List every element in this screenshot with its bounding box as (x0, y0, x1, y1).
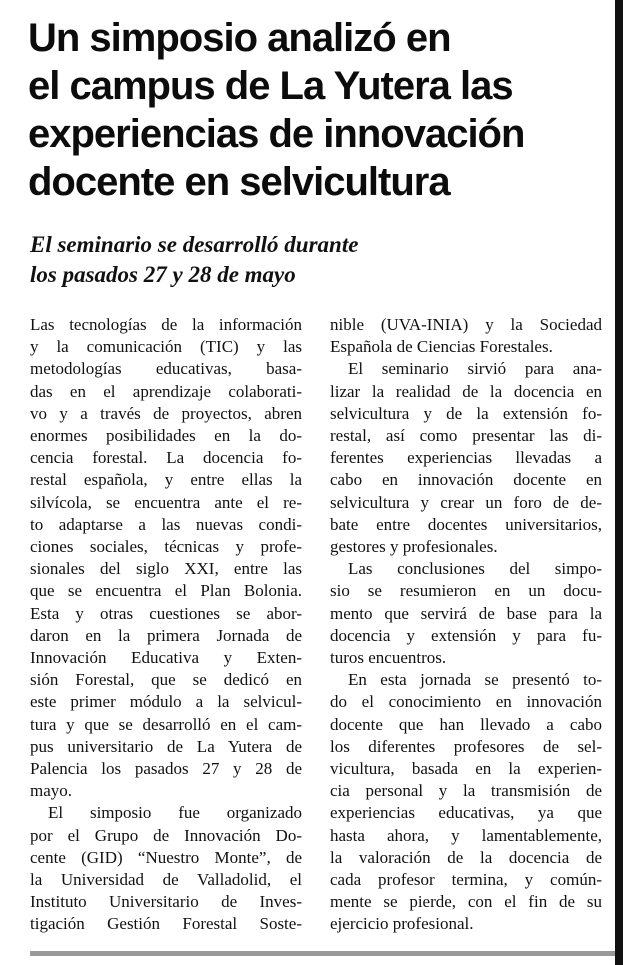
text-line: este primer módulo a la selvicul- (30, 692, 302, 712)
text-line: Instituto Universitario de Inves- (30, 892, 302, 912)
subtitle (30, 230, 590, 290)
text-line: cia personal y la transmisión de (330, 781, 602, 801)
text-line: Palencia los pasados 27 y 28 de (30, 759, 302, 779)
headline-line: el campus de La Yutera las (28, 64, 513, 108)
text-line: los diferentes profesores de sel- (330, 736, 602, 756)
text-line: metodologías educativas, basa- (30, 359, 302, 379)
text-line: do el conocimiento en innovación (330, 692, 602, 712)
headline-line: experiencias de innovación (28, 112, 525, 156)
text-line: y la comunicación (TIC) y las (30, 337, 302, 357)
text-line: lizar la realidad de la docencia en (330, 381, 602, 401)
text-line: que se encuentra el Plan Bolonia. (30, 581, 302, 601)
text-line: mayo. (30, 781, 73, 801)
subtitle-line: El seminario se desarrolló durante (30, 232, 359, 257)
text-line: hasta ahora, y lamentablemente, (330, 825, 602, 845)
headline-line: Un simposio analizó en (28, 16, 451, 60)
text-line: nible (UVA-INIA) y la Sociedad (330, 315, 602, 334)
text-line: selvicultura y crear un foro de de- (330, 492, 602, 512)
headline (28, 14, 618, 206)
text-line: cada profesor termina, y común- (330, 870, 602, 890)
text-line: ferentes experiencias llevadas a (330, 448, 602, 468)
text-line: ejercicio profesional. (330, 914, 474, 934)
text-line: tura y que se desarrolló en el cam- (30, 714, 302, 734)
text-line: sión Forestal, que se dedicó en (30, 670, 302, 690)
text-line: la valoración de la docencia de (330, 847, 602, 867)
headline-line: docente en selvicultura (28, 160, 450, 204)
text-line: vicultura, basada en la experien- (330, 759, 602, 779)
text-line: la Universidad de Valladolid, el (30, 870, 302, 890)
text-line: por el Grupo de Innovación Do- (30, 825, 302, 845)
text-line: vo y a través de proyectos, abren (30, 403, 302, 423)
text-line: mento que servirá de base para la (330, 603, 602, 623)
text-line: docencia y extensión y para fu- (330, 625, 602, 645)
text-line: turos encuentros. (330, 648, 447, 668)
text-line: restal española, y entre ellas la (30, 470, 302, 490)
text-line: ciones sociales, técnicas y profe- (30, 537, 302, 557)
text-line: En esta jornada se presentó to- (348, 670, 602, 690)
text-line: bate entre docentes universitarios, (330, 514, 602, 534)
text-line: mente se pierde, con el fin de su (330, 892, 602, 912)
text-line: Las conclusiones del simpo- (348, 559, 602, 579)
text-line: cente (GID) “Nuestro Monte”, de (30, 847, 302, 867)
text-line: enormes posibilidades en la do- (30, 426, 302, 446)
text-line: selvicultura y de la extensión fo- (330, 403, 602, 423)
text-line: El simposio fue organizado (48, 803, 302, 823)
text-line: docente que han llevado a cabo (330, 714, 602, 734)
text-line: cencia forestal. La docencia fo- (30, 448, 302, 468)
text-line: das en el aprendizaje colaborati- (30, 381, 302, 401)
text-line: restal, así como presentar las di- (330, 426, 602, 446)
left-column (30, 314, 302, 936)
scan-edge (615, 0, 623, 965)
text-line: Las tecnologías de la información (30, 315, 302, 334)
subtitle-line: los pasados 27 y 28 de mayo (30, 262, 296, 287)
bottom-rule (30, 951, 623, 956)
text-line: silvícola, se encuentra ante el re- (30, 492, 302, 512)
right-column (330, 314, 602, 936)
text-line: to adaptarse a las nuevas condi- (30, 514, 302, 534)
text-line: daron en la primera Jornada de (30, 625, 302, 645)
text-line: pus universitario de La Yutera de (30, 736, 302, 756)
text-line: gestores y profesionales. (330, 537, 498, 557)
text-line: sio se resumieron en un docu- (330, 581, 602, 601)
text-line: El seminario sirvió para ana- (348, 359, 602, 379)
text-line: sionales del siglo XXI, entre las (30, 559, 302, 579)
text-line: Española de Ciencias Forestales. (330, 337, 553, 357)
text-line: Esta y otras cuestiones se abor- (30, 603, 302, 623)
text-line: Innovación Educativa y Exten- (30, 648, 302, 668)
text-line: experiencias educativas, ya que (330, 803, 602, 823)
text-line: tigación Gestión Forestal Soste- (30, 914, 302, 934)
text-line: cabo en innovación docente en (330, 470, 602, 490)
